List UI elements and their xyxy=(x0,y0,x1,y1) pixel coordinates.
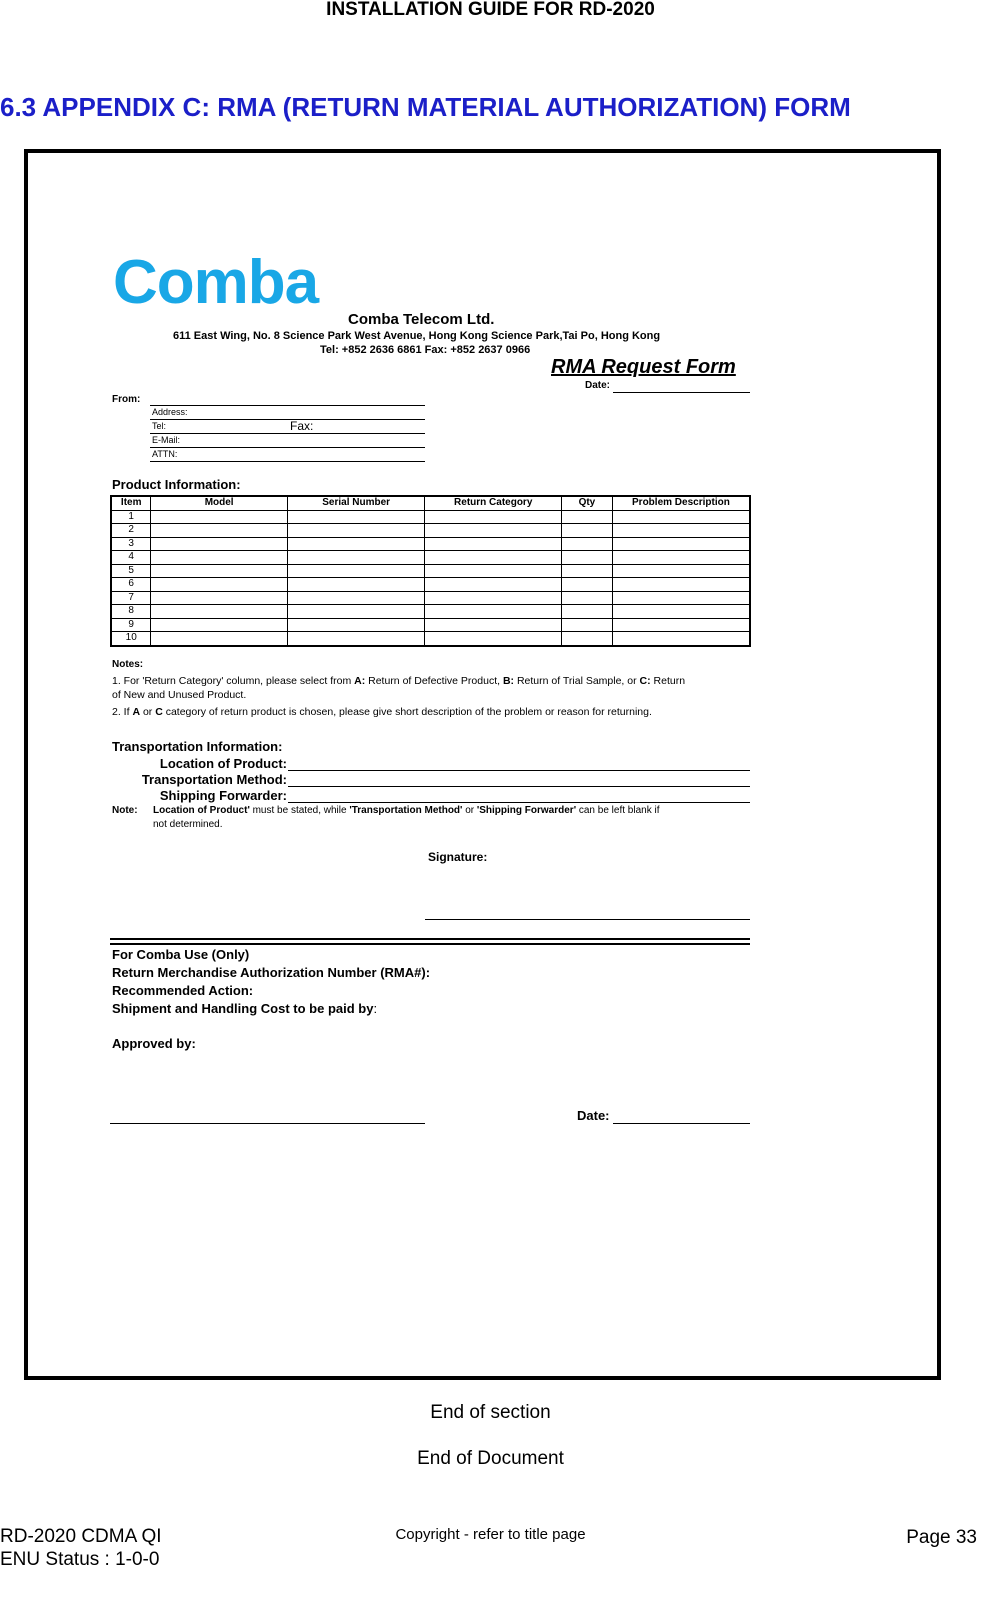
method-label: Transportation Method: xyxy=(141,772,287,787)
company-address: 611 East Wing, No. 8 Science Park West Avenue, Hong Kong Science Park,Tai Po, Hong Kong xyxy=(173,330,661,342)
table-row xyxy=(111,524,750,538)
from-label: From: xyxy=(112,394,141,405)
column-header: Problem Description xyxy=(612,496,750,510)
rma-number-label: Return Merchandise Authorization Number (RMA#): xyxy=(112,965,431,980)
approval-date-label: Date: xyxy=(577,1108,610,1123)
product-table xyxy=(110,495,751,647)
divider-bottom xyxy=(110,943,750,945)
column-header: Serial Number xyxy=(287,496,425,510)
product-info-label: Product Information: xyxy=(112,477,241,492)
table-row xyxy=(111,564,750,578)
signature-label: Signature: xyxy=(428,850,488,864)
attn-line xyxy=(150,461,425,462)
company-contact: Tel: +852 2636 6861 Fax: +852 2637 0966 xyxy=(320,344,531,356)
attn-label: ATTN: xyxy=(152,449,178,459)
table-row xyxy=(111,591,750,605)
location-label: Location of Product: xyxy=(159,756,287,771)
table-row xyxy=(111,632,750,646)
footer-copyright: Copyright - refer to title page xyxy=(395,1526,586,1543)
end-of-document: End of Document xyxy=(417,1448,564,1469)
column-header: Qty xyxy=(562,496,613,510)
item-number: 1 xyxy=(111,510,151,524)
column-header: Return Category xyxy=(425,496,562,510)
item-number: 5 xyxy=(111,564,151,578)
company-name: Comba Telecom Ltd. xyxy=(348,311,495,328)
approved-by-label: Approved by: xyxy=(112,1036,196,1051)
item-number: 7 xyxy=(111,591,151,605)
comba-use-heading: For Comba Use (Only) xyxy=(112,947,250,962)
email-label: E-Mail: xyxy=(152,435,181,445)
recommended-action-label: Recommended Action: xyxy=(112,983,254,998)
table-row xyxy=(111,605,750,619)
shipment-cost-label: Shipment and Handling Cost to be paid by: xyxy=(112,1001,378,1016)
end-of-section: End of section xyxy=(430,1402,551,1423)
item-number: 8 xyxy=(111,605,151,619)
approval-date-line xyxy=(613,1123,750,1124)
date-label: Date: xyxy=(585,380,611,391)
tel-line xyxy=(150,433,425,434)
item-number: 6 xyxy=(111,578,151,592)
notes-label: Notes: xyxy=(112,659,144,670)
forwarder-line xyxy=(288,802,750,803)
item-number: 3 xyxy=(111,537,151,551)
column-header: Model xyxy=(151,496,288,510)
tel-label: Tel: xyxy=(152,421,167,431)
column-header: Item xyxy=(111,496,151,510)
date-line xyxy=(613,392,750,393)
note-1: 1. For 'Return Category' column, please select from A: Return of Defective Product, B: Return of Trial Sample, or C: Return of New and Unused Product. xyxy=(112,675,686,701)
document-header: INSTALLATION GUIDE FOR RD-2020 xyxy=(326,0,655,20)
footer-doc-id: RD-2020 CDMA QI xyxy=(0,1526,162,1547)
note-2: 2. If A or C category of return product is chosen, please give short description of the problem or reason for returning. xyxy=(112,706,652,718)
from-line xyxy=(150,405,425,406)
table-row xyxy=(111,537,750,551)
signature-line xyxy=(425,919,750,920)
table-row xyxy=(111,578,750,592)
fax-label: Fax: xyxy=(290,419,314,433)
item-number: 9 xyxy=(111,618,151,632)
transport-note: Location of Product' must be stated, while 'Transportation Method' or 'Shipping Forwarder' can be left blank if not determined. xyxy=(153,805,660,830)
table-row xyxy=(111,618,750,632)
item-number: 10 xyxy=(111,632,151,646)
form-title: RMA Request Form xyxy=(551,356,736,378)
table-row xyxy=(111,551,750,565)
item-number: 2 xyxy=(111,524,151,538)
approved-line xyxy=(110,1123,425,1124)
transport-label: Transportation Information: xyxy=(112,739,283,754)
location-line xyxy=(288,770,750,771)
address-label: Address: xyxy=(152,407,188,417)
footer-page-number: Page 33 xyxy=(906,1527,977,1548)
forwarder-label: Shipping Forwarder: xyxy=(159,788,287,803)
table-row xyxy=(111,510,750,524)
comba-logo: Comba xyxy=(113,248,319,317)
method-line xyxy=(288,786,750,787)
address-line xyxy=(150,419,425,420)
section-title: 6.3 APPENDIX C: RMA (RETURN MATERIAL AUTHORIZATION) FORM xyxy=(0,92,851,122)
transport-note-label: Note: xyxy=(112,805,138,816)
email-line xyxy=(150,447,425,448)
footer-status: ENU Status : 1-0-0 xyxy=(0,1549,160,1570)
item-number: 4 xyxy=(111,551,151,565)
divider-top xyxy=(110,938,750,940)
